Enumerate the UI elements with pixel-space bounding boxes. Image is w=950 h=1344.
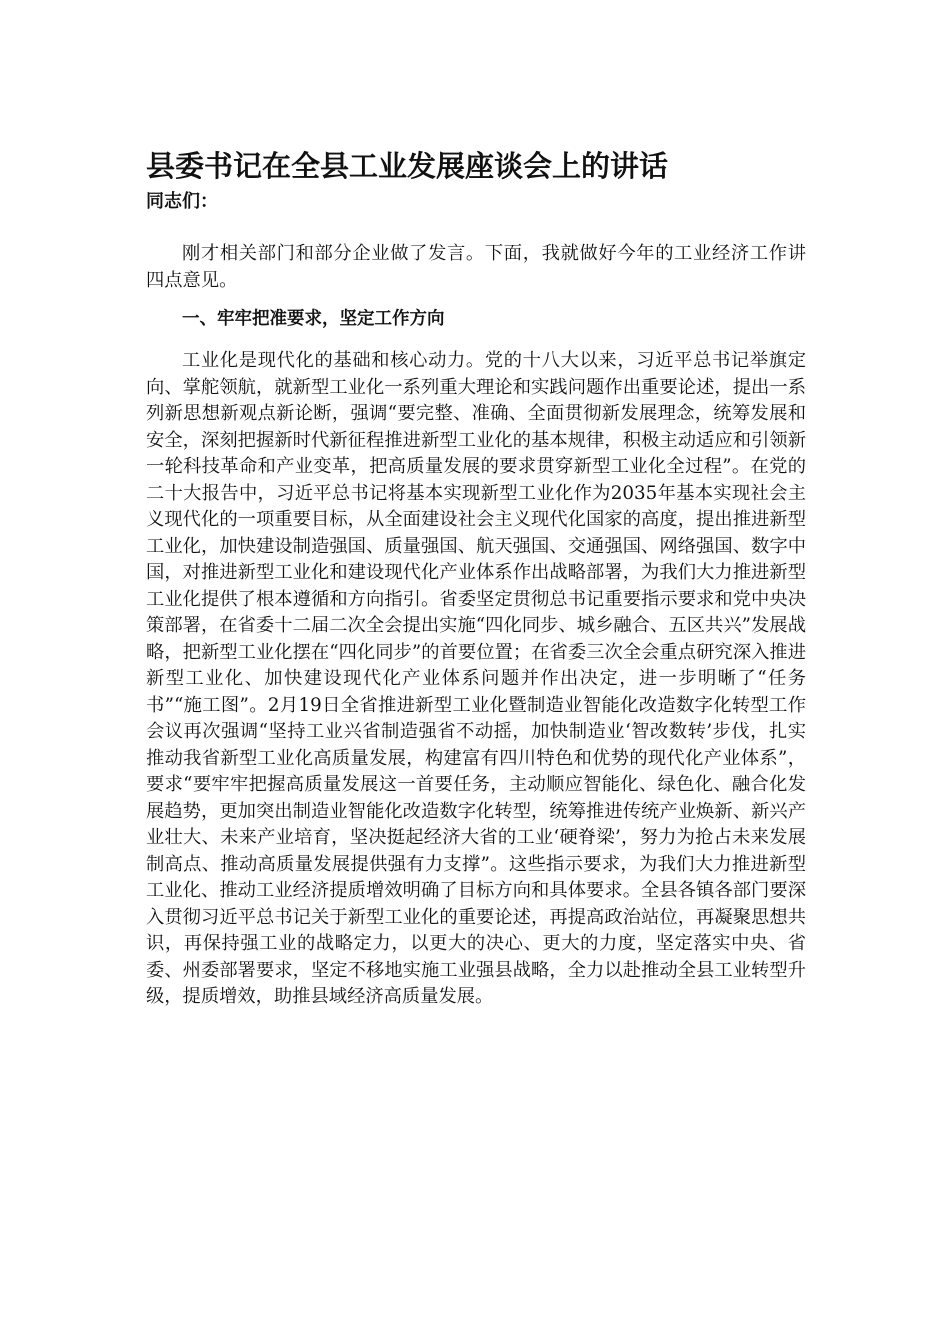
body-paragraph: 工业化是现代化的基础和核心动力。党的十八大以来，习近平总书记举旗定向、掌舵领航，就新型工业化一系列重大理论和实践问题作出重要论述，提出一系列新思想新观点新论断，强调“要完整、准确、全面贯彻新发展理念，统筹发展和安全，深刻把握新时代新征程推进新型工业化的基本规律，积极主动适应和引领新一轮科技革命和产业变革，把高质量发展的要求贯穿新型工业化全过程”。在党的二十大报告中，习近平总书记将基本实现新型工业化作为2035年基本实现社会主义现代化的一项重要目标，从全面建设社会主义现代化国家的高度，提出推进新型工业化，加快建设制造强国、质量强国、航天强国、交通强国、网络强国、数字中国，对推进新型工业化和建设现代化产业体系作出战略部署，为我们大力推进新型工业化提供了根本遵循和方向指引。省委坚定贯彻总书记重要指示要求和党中央决策部署，在省委十二届二次全会提出实施“四化同步、城乡融合、五区共兴”发展战略，把新型工业化摆在“四化同步”的首要位置；在省委三次全会重点研究深入推进新型工业化、加快建设现代化产业体系问题并作出决定，进一步明晰了“任务书”“施工图”。2月19日全省推进新型工业化暨制造业智能化改造数字化转型工作会议再次强调“坚持工业兴省制造强省不动摇，加快制造业‘智改数转’步伐，扎实推动我省新型工业化高质量发展，构建富有四川特色和优势的现代化产业体系”，要求“要牢牢把握高质量发展这一首要任务，主动顺应智能化、绿色化、融合化发展趋势，更加突出制造业智能化改造数字化转型，统筹推进传统产业焕新、新兴产业壮大、未来产业培育，坚决挺起经济大省的工业‘硬脊梁’，努力为抢占未来发展制高点、推动高质量发展提供强有力支撑”。这些指示要求，为我们大力推进新型工业化、推动工业经济提质增效明确了目标方向和具体要求。全县各镇各部门要深入贯彻习近平总书记关于新型工业化的重要论述，再提高政治站位，再凝聚思想共识，再保持强工业的战略定力，以更大的决心、更大的力度，坚定落实中央、省委、州委部署要求，坚定不移地实施工业强县战略，全力以赴推动全县工业转型升级，提质增效，助推县域经济高质量发展。 — [146, 350, 806, 1007]
intro-paragraph: 刚才相关部门和部分企业做了发言。下面，我就做好今年的工业经济工作讲 四点意见。 — [146, 243, 806, 291]
section-heading: 一、牢牢把准要求，坚定工作方向 — [182, 309, 445, 329]
salutation: 同志们： — [146, 191, 218, 212]
document-title: 县委书记在全县工业发展座谈会上的讲话 — [146, 149, 669, 183]
